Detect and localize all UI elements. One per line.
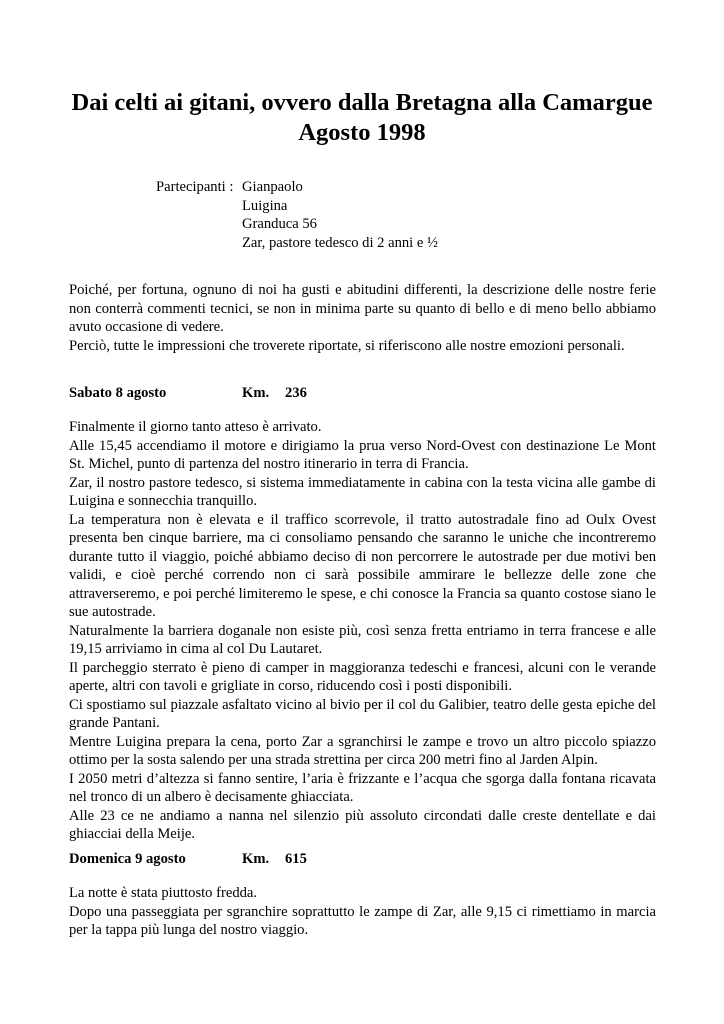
diary-paragraph: Alle 23 ce ne andiamo a nanna nel silenzio più assoluto circondati dalle creste dentellate e dai ghiacciai della Meije. [69,807,656,842]
diary-paragraph: Zar, il nostro pastore tedesco, si sistema immediatamente in cabina con la testa vicina alle gambe di Luigina e sonnecchia tranquillo. [69,474,656,509]
diary-paragraph: Finalmente il giorno tanto atteso è arrivato. [69,419,322,435]
participant-name: Granduca 56 [242,216,317,232]
document-subtitle-date: Agosto 1998 [298,119,426,146]
intro-paragraph: Perciò, tutte le impressioni che troverete riportate, si riferiscono alle nostre emozioni personali. [69,337,625,354]
participants-list [242,178,438,252]
participant-name: Luigina [242,197,288,214]
diary-paragraph: Ci spostiamo sul piazzale asfaltato vicino al bivio per il col du Galibier, teatro delle gesta epiche del grande Pantani. [69,696,656,731]
participant-name: Gianpaolo [242,179,303,195]
day-date: Sabato 8 agosto [69,385,167,401]
diary-paragraph: La temperatura non è elevata e il traffico scorrevole, il tratto autostradale fino ad Oulx Ovest presenta ben cinque barriere, ma ci consoliamo pensando che saranno le uniche che incontreremo durante tutto il viaggio, poiché abbiamo deciso di non percorrere le autostrade per due motivi ben validi, e cioè perché correndo non ci sarà possibile ammirare le bellezze delle zone che attraverseremo, e poi perché limiteremo le spese, e chi conosce la Francia sa quanto costose siano le sue autostrade. [69,511,656,620]
km-value: 615 [285,851,307,867]
participants-section [156,178,438,252]
diary-paragraph: La notte è stata piuttosto fredda. [69,885,258,901]
day-header-saturday [69,384,307,403]
diary-paragraph: Il parcheggio sterrato è pieno di camper in maggioranza tedeschi e francesi, alcuni con le verande aperte, altri con tavoli e grigliate in corso, riducendo così i posti disponibili. [69,659,656,694]
diary-paragraph: Alle 15,45 accendiamo il motore e dirigiamo la prua verso Nord-Ovest con destinazione Le Mont St. Michel, punto di partenza del nostro itinerario in terra di Francia. [69,437,656,472]
day-header-sunday [69,850,307,869]
diary-paragraph: Naturalmente la barriera doganale non esiste più, così senza fretta entriamo in terra francese e alle 19,15 arriviamo in cima al col Du Lautaret. [69,622,656,657]
day-body-sunday [69,884,656,940]
participants-label: Partecipanti : [156,179,234,195]
participant-name: Zar, pastore tedesco di 2 anni e ½ [242,234,438,251]
document-title: Dai celti ai gitani, ovvero dalla Bretagna alla Camargue [71,89,653,116]
diary-paragraph: Dopo una passeggiata per sgranchire soprattutto le zampe di Zar, alle 9,15 ci rimettiamo in marcia per la tappa più lunga del nostro viaggio. [69,903,656,938]
intro-section [69,281,656,355]
day-body-saturday [69,418,656,844]
intro-paragraph: Poiché, per fortuna, ognuno di noi ha gusti e abitudini differenti, la descrizione delle nostre ferie non conterrà commenti tecnici, se non in minima parte su quanto di bello e di meno bello abbiamo avuto occasione di vedere. [69,282,656,335]
diary-paragraph: I 2050 metri d’altezza si fanno sentire, l’aria è frizzante e l’acqua che sgorga dalla fontana ricavata nel tronco di un albero è decisamente ghiacciata. [69,770,656,805]
km-value: 236 [285,385,307,401]
diary-paragraph: Mentre Luigina prepara la cena, porto Zar a sgranchirsi le zampe e trovo un altro piccolo spiazzo ottimo per la sosta salendo per una strada strettina per circa 200 metri fino al Jarden Alpin. [69,733,656,768]
day-date: Domenica 9 agosto [69,851,186,867]
km-label: Km. [242,851,270,867]
km-label: Km. [242,385,270,401]
